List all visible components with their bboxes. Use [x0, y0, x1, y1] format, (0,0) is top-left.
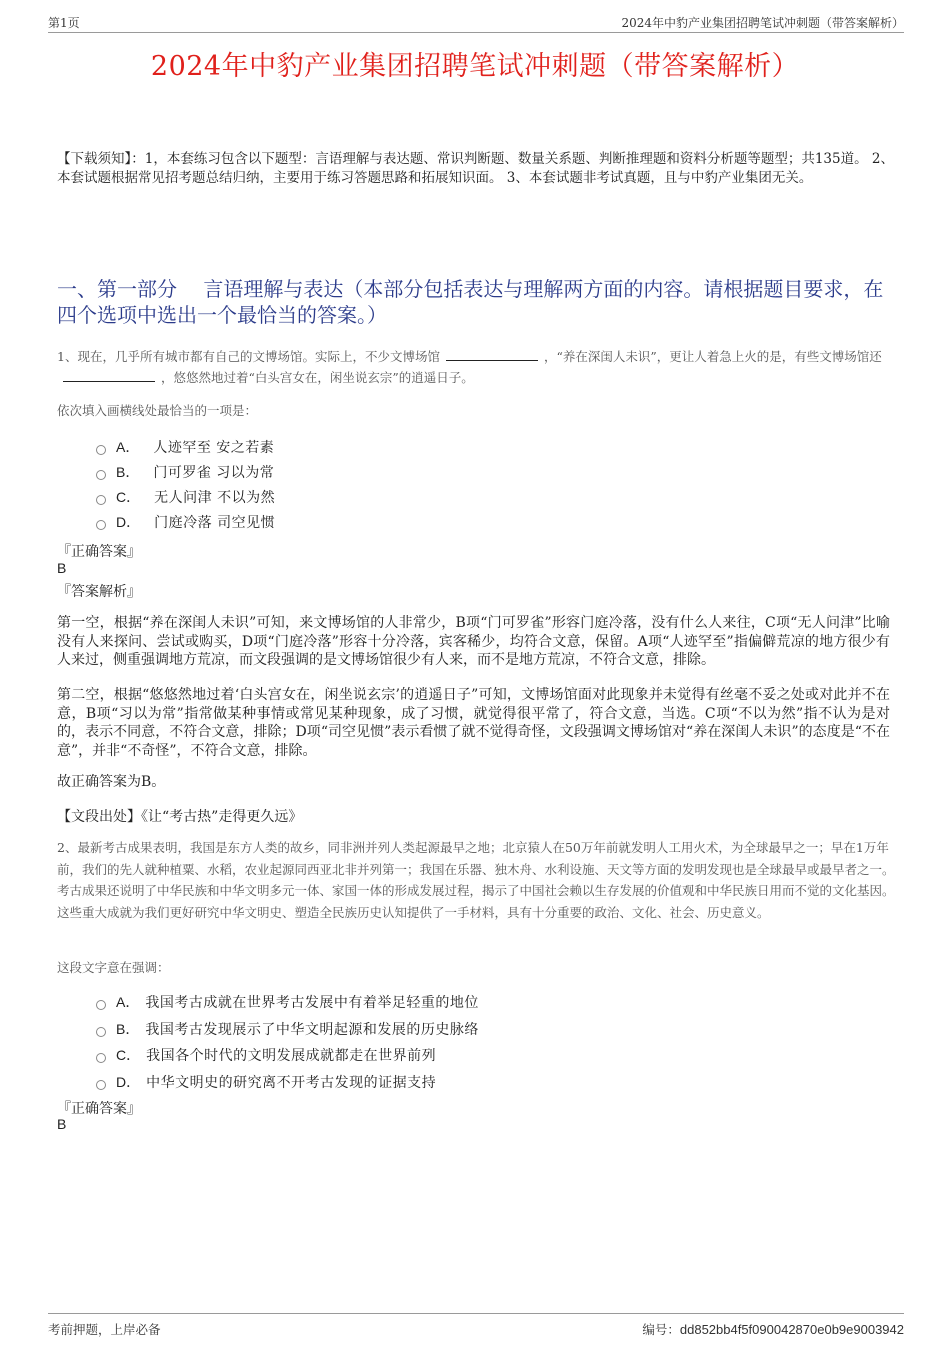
option-c[interactable] [96, 1042, 479, 1069]
section-heading: 一、第一部分 言语理解与表达（本部分包括表达与理解两方面的内容。请根据题目要求，在四个选项中选出一个最恰当的答案。） [57, 277, 884, 327]
radio-icon[interactable] [96, 1080, 106, 1090]
option-text: 中华文明史的研究离不开考古发现的证据支持 [146, 1074, 437, 1091]
document-title: 2024年中豹产业集团招聘笔试冲刺题（带答案解析） [150, 51, 800, 82]
option-label: A． [116, 438, 140, 455]
correct-answer: B [57, 560, 67, 576]
analysis-tag: 『答案解析』 [57, 584, 141, 600]
option-label: B． [116, 463, 140, 480]
code-value: dd852bb4f5f090042870e0b9e9003942 [679, 1322, 904, 1337]
option-text: 我国考古成就在世界考古发展中有着举足轻重的地位 [145, 995, 479, 1012]
conclusion: 故正确答案为B。 [57, 774, 166, 790]
option-a[interactable] [96, 434, 275, 459]
option-b[interactable] [96, 1016, 479, 1043]
text-source: 【文段出处】《让“考古热”走得更久远》 [57, 809, 303, 825]
question-2-options [96, 989, 479, 1095]
radio-icon[interactable] [96, 445, 106, 455]
option-label: B． [116, 1020, 140, 1037]
option-label: C． [116, 1047, 141, 1064]
option-text: 我国各个时代的文明发展成就都走在世界前列 [146, 1048, 437, 1065]
radio-icon[interactable] [96, 470, 106, 480]
question-1-text-a: 1、现在，几乎所有城市都有自己的文博场馆。实际上，不少文博场馆 [57, 349, 440, 364]
option-text: 我国考古发现展示了中华文明起源和发展的历史脉络 [145, 1021, 479, 1038]
option-d[interactable] [96, 1069, 479, 1096]
option-c[interactable] [96, 484, 275, 509]
option-label: C． [116, 488, 141, 505]
question-2-prompt: 这段文字意在强调： [57, 960, 170, 975]
radio-icon[interactable] [96, 520, 106, 530]
option-text: 人迹罕至 安之若素 [153, 439, 275, 456]
question-1-text [57, 346, 902, 388]
radio-icon[interactable] [96, 1027, 106, 1037]
option-text: 门可罗雀 习以为常 [153, 464, 275, 481]
radio-icon[interactable] [96, 495, 106, 505]
radio-icon[interactable] [96, 1053, 106, 1063]
page-footer [48, 1313, 904, 1340]
analysis-paragraph-2: 第二空，根据“悠悠然地过着‘白头宫女在，闲坐说玄宗’的逍遥日子”可知，文博场馆面对此现象并未觉得有丝毫不妥之处或对此并不在意，B项“习以为常”指常做某种事情或常见某种现象，成了习惯，就觉得很平常了，符合文意，当选。C项“不以为然”指不认为是对的，表示不同意，不符合文意，排除；D项“司空见惯”表示看惯了就不觉得奇怪，文段强调文博场馆对“养在深闺人未识”的态度是“不在意”，并非“不奇怪”，不符合文意，排除。 [57, 687, 890, 759]
question-1-text-c: ，悠悠然地过着“白头宫女在，闲坐说玄宗”的逍遥日子。 [161, 370, 474, 385]
code-label: 编号： [642, 1322, 680, 1337]
question-1-options [96, 434, 275, 534]
option-b[interactable] [96, 459, 275, 484]
question-2-text: 2、最新考古成果表明，我国是东方人类的故乡，同非洲并列人类起源最早之地；北京猿人在50万年前就发明人工用火术，为全球最早之一；早在1万年前，我们的先人就种植粟、水稻，农业起源同西亚北非并列第一；我国在乐器、独木舟、水利设施、天文等方面的发明发现也是全球最早或最早者之一。考古成果还说明了中华民族和中华文明多元一体、家国一体的形成发展过程，揭示了中国社会赖以生存发展的价值观和中华民族日用而不觉的文化基因。这些重大成就为我们更好研究中华文明史、塑造全民族历史认知提供了一手材料，具有十分重要的政治、文化、社会、历史意义。 [57, 840, 895, 920]
answer-blank-1 [446, 348, 538, 361]
option-text: 无人问津 不以为然 [154, 489, 276, 506]
footer-slogan: 考前押题，上岸必备 [48, 1322, 161, 1337]
option-d[interactable] [96, 509, 275, 534]
question-1-text-b: ，“养在深闺人未识”，更让人着急上火的是，有些文博场馆还 [543, 349, 882, 364]
option-label: A． [116, 994, 140, 1011]
page-number: 第1页 [48, 16, 80, 30]
option-a[interactable] [96, 989, 479, 1016]
correct-answer-tag: 『正确答案』 [57, 1101, 141, 1117]
document-code [642, 1320, 904, 1338]
header-doc-title: 2024年中豹产业集团招聘笔试冲刺题（带答案解析） [621, 16, 904, 30]
correct-answer-tag: 『正确答案』 [57, 544, 141, 560]
page-header [48, 14, 904, 33]
option-label: D． [116, 1073, 141, 1090]
option-text: 门庭冷落 司空见惯 [154, 514, 276, 531]
answer-blank-2 [63, 369, 155, 382]
option-label: D． [116, 513, 141, 530]
analysis-paragraph-1: 第一空，根据“养在深闺人未识”可知，来文博场馆的人非常少，B项“门可罗雀”形容门庭冷落，没有什么人来往，C项“无人问津”比喻没有人来探问、尝试或购买，D项“门庭冷落”形容十分冷落，宾客稀少，均符合文意，保留。A项“人迹罕至”指偏僻荒凉的地方很少有人来过，侧重强调地方荒凉，而文段强调的是文博场馆很少有人来，而不是地方荒凉，不符合文意，排除。 [57, 615, 890, 668]
question-1-prompt: 依次填入画横线处最恰当的一项是： [57, 403, 258, 418]
correct-answer: B [57, 1116, 67, 1132]
download-notice: 【下载须知】：1，本套练习包含以下题型：言语理解与表达题、常识判断题、数量关系题、判断推理题和资料分析题等题型；共135道。 2、本套试题根据常见招考题总结归纳，主要用于练习答题思路和拓展知识面。 3、本套试题非考试真题，且与中豹产业集团无关。 [57, 151, 894, 186]
radio-icon[interactable] [96, 1000, 106, 1010]
